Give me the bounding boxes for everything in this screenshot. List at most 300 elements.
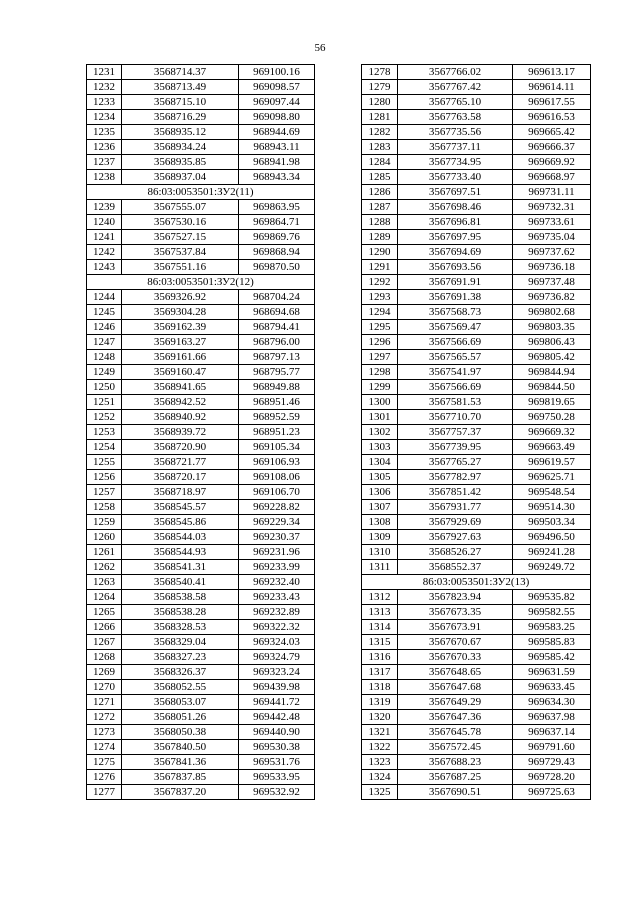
x-coordinate-cell: 3568715.10 [122,95,239,110]
point-number-cell: 1322 [362,740,398,755]
point-number-cell: 1291 [362,260,398,275]
point-number-cell: 1280 [362,95,398,110]
table-row [87,485,315,500]
y-coordinate-cell: 969503.34 [513,515,591,530]
table-row [362,320,591,335]
point-number-cell: 1259 [87,515,122,530]
y-coordinate-cell: 969233.99 [239,560,315,575]
x-coordinate-cell: 3568939.72 [122,425,239,440]
x-coordinate-cell: 3568720.90 [122,440,239,455]
x-coordinate-cell: 3568720.17 [122,470,239,485]
y-coordinate-cell: 969737.48 [513,275,591,290]
point-number-cell: 1256 [87,470,122,485]
table-row [362,605,591,620]
x-coordinate-cell: 3567581.53 [398,395,513,410]
table-row [362,260,591,275]
x-coordinate-cell: 3567763.58 [398,110,513,125]
table-row [87,530,315,545]
section-title: 86:03:0053501:ЗУ2(12) [87,275,315,290]
table-row [362,590,591,605]
table-row [362,560,591,575]
table-row [87,155,315,170]
point-number-cell: 1239 [87,200,122,215]
x-coordinate-cell: 3567782.97 [398,470,513,485]
x-coordinate-cell: 3567647.68 [398,680,513,695]
table-row [87,350,315,365]
y-coordinate-cell: 969806.43 [513,335,591,350]
y-coordinate-cell: 969535.82 [513,590,591,605]
x-coordinate-cell: 3567645.78 [398,725,513,740]
table-row [362,245,591,260]
point-number-cell: 1263 [87,575,122,590]
table-row [87,95,315,110]
point-number-cell: 1262 [87,560,122,575]
x-coordinate-cell: 3568544.93 [122,545,239,560]
y-coordinate-cell: 968944.69 [239,125,315,140]
y-coordinate-cell: 969106.70 [239,485,315,500]
x-coordinate-cell: 3567837.20 [122,785,239,800]
table-row [87,170,315,185]
y-coordinate-cell: 969232.89 [239,605,315,620]
x-coordinate-cell: 3568052.55 [122,680,239,695]
x-coordinate-cell: 3568713.49 [122,80,239,95]
point-number-cell: 1241 [87,230,122,245]
y-coordinate-cell: 969097.44 [239,95,315,110]
table-row [362,620,591,635]
x-coordinate-cell: 3569326.92 [122,290,239,305]
table-row [87,380,315,395]
point-number-cell: 1277 [87,785,122,800]
point-number-cell: 1244 [87,290,122,305]
table-row [87,290,315,305]
table-row [87,200,315,215]
point-number-cell: 1321 [362,725,398,740]
y-coordinate-cell: 969736.82 [513,290,591,305]
point-number-cell: 1242 [87,245,122,260]
x-coordinate-cell: 3567648.65 [398,665,513,680]
y-coordinate-cell: 969613.17 [513,65,591,80]
x-coordinate-cell: 3567691.91 [398,275,513,290]
y-coordinate-cell: 969791.60 [513,740,591,755]
y-coordinate-cell: 969100.16 [239,65,315,80]
table-row [87,260,315,275]
table-row [362,785,591,800]
point-number-cell: 1253 [87,425,122,440]
y-coordinate-cell: 969634.30 [513,695,591,710]
point-number-cell: 1245 [87,305,122,320]
table-row [362,725,591,740]
y-coordinate-cell: 969533.95 [239,770,315,785]
point-number-cell: 1292 [362,275,398,290]
x-coordinate-cell: 3567927.63 [398,530,513,545]
table-row [362,740,591,755]
y-coordinate-cell: 969732.31 [513,200,591,215]
point-number-cell: 1288 [362,215,398,230]
point-number-cell: 1234 [87,110,122,125]
y-coordinate-cell: 969232.40 [239,575,315,590]
y-coordinate-cell: 969637.98 [513,710,591,725]
table-row [87,725,315,740]
y-coordinate-cell: 969616.53 [513,110,591,125]
point-number-cell: 1258 [87,500,122,515]
x-coordinate-cell: 3568935.12 [122,125,239,140]
table-row [362,350,591,365]
table-row [362,470,591,485]
table-row [362,185,591,200]
x-coordinate-cell: 3567696.81 [398,215,513,230]
point-number-cell: 1305 [362,470,398,485]
y-coordinate-cell: 969733.61 [513,215,591,230]
y-coordinate-cell: 969666.37 [513,140,591,155]
table-row [362,680,591,695]
point-number-cell: 1294 [362,305,398,320]
y-coordinate-cell: 969442.48 [239,710,315,725]
point-number-cell: 1238 [87,170,122,185]
point-number-cell: 1246 [87,320,122,335]
point-number-cell: 1293 [362,290,398,305]
x-coordinate-cell: 3567527.15 [122,230,239,245]
y-coordinate-cell: 969322.32 [239,620,315,635]
table-row [87,215,315,230]
x-coordinate-cell: 3567566.69 [398,380,513,395]
point-number-cell: 1261 [87,545,122,560]
x-coordinate-cell: 3568053.07 [122,695,239,710]
table-row [87,80,315,95]
table-row [87,125,315,140]
x-coordinate-cell: 3567566.69 [398,335,513,350]
x-coordinate-cell: 3567710.70 [398,410,513,425]
x-coordinate-cell: 3568942.52 [122,395,239,410]
table-row [87,455,315,470]
point-number-cell: 1255 [87,455,122,470]
y-coordinate-cell: 969631.59 [513,665,591,680]
point-number-cell: 1282 [362,125,398,140]
x-coordinate-cell: 3567739.95 [398,440,513,455]
point-number-cell: 1308 [362,515,398,530]
y-coordinate-cell: 969229.34 [239,515,315,530]
y-coordinate-cell: 969098.57 [239,80,315,95]
point-number-cell: 1306 [362,485,398,500]
x-coordinate-cell: 3567851.42 [398,485,513,500]
x-coordinate-cell: 3568716.29 [122,110,239,125]
point-number-cell: 1317 [362,665,398,680]
y-coordinate-cell: 969233.43 [239,590,315,605]
y-coordinate-cell: 969531.76 [239,755,315,770]
x-coordinate-cell: 3567840.50 [122,740,239,755]
table-row [87,320,315,335]
table-row [87,710,315,725]
table-row [362,170,591,185]
y-coordinate-cell: 969585.42 [513,650,591,665]
table-row [87,605,315,620]
x-coordinate-cell: 3567537.84 [122,245,239,260]
page-number: 56 [314,42,326,54]
y-coordinate-cell: 969249.72 [513,560,591,575]
coordinates-table-right [361,64,591,800]
y-coordinate-cell: 969669.92 [513,155,591,170]
y-coordinate-cell: 969231.96 [239,545,315,560]
x-coordinate-cell: 3567555.07 [122,200,239,215]
table-row [87,770,315,785]
y-coordinate-cell: 969324.03 [239,635,315,650]
table-row [362,650,591,665]
y-coordinate-cell: 968951.46 [239,395,315,410]
y-coordinate-cell: 969241.28 [513,545,591,560]
y-coordinate-cell: 969496.50 [513,530,591,545]
table-row [362,305,591,320]
point-number-cell: 1248 [87,350,122,365]
y-coordinate-cell: 968951.23 [239,425,315,440]
table-row [362,515,591,530]
x-coordinate-cell: 3567568.73 [398,305,513,320]
x-coordinate-cell: 3568718.97 [122,485,239,500]
table-row [87,245,315,260]
x-coordinate-cell: 3567757.37 [398,425,513,440]
table-row [362,755,591,770]
y-coordinate-cell: 969725.63 [513,785,591,800]
point-number-cell: 1316 [362,650,398,665]
y-coordinate-cell: 968795.77 [239,365,315,380]
y-coordinate-cell: 969844.94 [513,365,591,380]
table-row [362,530,591,545]
point-number-cell: 1250 [87,380,122,395]
point-number-cell: 1319 [362,695,398,710]
point-number-cell: 1267 [87,635,122,650]
y-coordinate-cell: 969532.92 [239,785,315,800]
x-coordinate-cell: 3568327.23 [122,650,239,665]
point-number-cell: 1265 [87,605,122,620]
table-row [362,425,591,440]
table-row [362,125,591,140]
table-row [87,500,315,515]
table-row [362,485,591,500]
y-coordinate-cell: 968794.41 [239,320,315,335]
x-coordinate-cell: 3567694.69 [398,245,513,260]
y-coordinate-cell: 968797.13 [239,350,315,365]
y-coordinate-cell: 969868.94 [239,245,315,260]
x-coordinate-cell: 3568328.53 [122,620,239,635]
y-coordinate-cell: 969864.71 [239,215,315,230]
y-coordinate-cell: 969803.35 [513,320,591,335]
y-coordinate-cell: 969614.11 [513,80,591,95]
x-coordinate-cell: 3567690.51 [398,785,513,800]
point-number-cell: 1296 [362,335,398,350]
x-coordinate-cell: 3569304.28 [122,305,239,320]
point-number-cell: 1273 [87,725,122,740]
y-coordinate-cell: 969736.18 [513,260,591,275]
point-number-cell: 1231 [87,65,122,80]
x-coordinate-cell: 3567530.16 [122,215,239,230]
x-coordinate-cell: 3568714.37 [122,65,239,80]
y-coordinate-cell: 969870.50 [239,260,315,275]
point-number-cell: 1323 [362,755,398,770]
table-body-left [87,65,315,800]
table-row [87,740,315,755]
x-coordinate-cell: 3568526.27 [398,545,513,560]
x-coordinate-cell: 3567670.33 [398,650,513,665]
table-row [362,215,591,230]
table-row [362,140,591,155]
point-number-cell: 1276 [87,770,122,785]
x-coordinate-cell: 3567688.23 [398,755,513,770]
table-row [87,635,315,650]
section-header-row [87,275,315,290]
point-number-cell: 1240 [87,215,122,230]
point-number-cell: 1269 [87,665,122,680]
point-number-cell: 1233 [87,95,122,110]
y-coordinate-cell: 969844.50 [513,380,591,395]
x-coordinate-cell: 3569161.66 [122,350,239,365]
table-row [87,665,315,680]
point-number-cell: 1260 [87,530,122,545]
point-number-cell: 1247 [87,335,122,350]
x-coordinate-cell: 3567687.25 [398,770,513,785]
x-coordinate-cell: 3567647.36 [398,710,513,725]
point-number-cell: 1252 [87,410,122,425]
y-coordinate-cell: 969633.45 [513,680,591,695]
x-coordinate-cell: 3567673.35 [398,605,513,620]
y-coordinate-cell: 969737.62 [513,245,591,260]
x-coordinate-cell: 3568051.26 [122,710,239,725]
table-row [362,95,591,110]
point-number-cell: 1268 [87,650,122,665]
table-row [362,410,591,425]
table-row [362,275,591,290]
y-coordinate-cell: 969625.71 [513,470,591,485]
point-number-cell: 1232 [87,80,122,95]
table-row [362,65,591,80]
table-row [87,110,315,125]
y-coordinate-cell: 969668.97 [513,170,591,185]
x-coordinate-cell: 3568329.04 [122,635,239,650]
point-number-cell: 1302 [362,425,398,440]
y-coordinate-cell: 969863.95 [239,200,315,215]
table-row [362,545,591,560]
table-row [87,335,315,350]
x-coordinate-cell: 3567735.56 [398,125,513,140]
table-row [87,365,315,380]
table-row [362,80,591,95]
table-body-right [362,65,591,800]
x-coordinate-cell: 3567931.77 [398,500,513,515]
point-number-cell: 1279 [362,80,398,95]
table-row [87,230,315,245]
section-header-row [362,575,591,590]
x-coordinate-cell: 3568940.92 [122,410,239,425]
section-title: 86:03:0053501:ЗУ2(13) [362,575,591,590]
table-row [362,455,591,470]
x-coordinate-cell: 3567734.95 [398,155,513,170]
point-number-cell: 1318 [362,680,398,695]
table-row [87,680,315,695]
point-number-cell: 1243 [87,260,122,275]
x-coordinate-cell: 3567670.67 [398,635,513,650]
point-number-cell: 1266 [87,620,122,635]
y-coordinate-cell: 969802.68 [513,305,591,320]
point-number-cell: 1324 [362,770,398,785]
y-coordinate-cell: 969663.49 [513,440,591,455]
point-number-cell: 1251 [87,395,122,410]
point-number-cell: 1309 [362,530,398,545]
x-coordinate-cell: 3567823.94 [398,590,513,605]
point-number-cell: 1295 [362,320,398,335]
section-header-row [87,185,315,200]
coordinates-table-left [86,64,315,800]
x-coordinate-cell: 3567929.69 [398,515,513,530]
point-number-cell: 1320 [362,710,398,725]
point-number-cell: 1264 [87,590,122,605]
point-number-cell: 1312 [362,590,398,605]
y-coordinate-cell: 969750.28 [513,410,591,425]
point-number-cell: 1300 [362,395,398,410]
table-row [362,500,591,515]
table-row [362,665,591,680]
x-coordinate-cell: 3567837.85 [122,770,239,785]
point-number-cell: 1311 [362,560,398,575]
table-row [362,695,591,710]
y-coordinate-cell: 969106.93 [239,455,315,470]
table-row [362,200,591,215]
y-coordinate-cell: 969230.37 [239,530,315,545]
point-number-cell: 1274 [87,740,122,755]
y-coordinate-cell: 968943.11 [239,140,315,155]
section-title: 86:03:0053501:ЗУ2(11) [87,185,315,200]
point-number-cell: 1307 [362,500,398,515]
x-coordinate-cell: 3568935.85 [122,155,239,170]
x-coordinate-cell: 3567765.10 [398,95,513,110]
table-row [87,620,315,635]
x-coordinate-cell: 3568721.77 [122,455,239,470]
x-coordinate-cell: 3568538.58 [122,590,239,605]
y-coordinate-cell: 969805.42 [513,350,591,365]
x-coordinate-cell: 3567569.47 [398,320,513,335]
y-coordinate-cell: 969735.04 [513,230,591,245]
table-row [87,590,315,605]
y-coordinate-cell: 969819.65 [513,395,591,410]
point-number-cell: 1249 [87,365,122,380]
point-number-cell: 1303 [362,440,398,455]
table-row [362,290,591,305]
y-coordinate-cell: 969108.06 [239,470,315,485]
point-number-cell: 1314 [362,620,398,635]
point-number-cell: 1315 [362,635,398,650]
point-number-cell: 1313 [362,605,398,620]
point-number-cell: 1325 [362,785,398,800]
point-number-cell: 1299 [362,380,398,395]
x-coordinate-cell: 3567733.40 [398,170,513,185]
y-coordinate-cell: 969582.55 [513,605,591,620]
y-coordinate-cell: 969669.32 [513,425,591,440]
x-coordinate-cell: 3567697.51 [398,185,513,200]
y-coordinate-cell: 969729.43 [513,755,591,770]
x-coordinate-cell: 3567767.42 [398,80,513,95]
table-row [87,515,315,530]
y-coordinate-cell: 968943.34 [239,170,315,185]
x-coordinate-cell: 3568934.24 [122,140,239,155]
point-number-cell: 1236 [87,140,122,155]
x-coordinate-cell: 3567541.97 [398,365,513,380]
y-coordinate-cell: 969323.24 [239,665,315,680]
y-coordinate-cell: 968796.00 [239,335,315,350]
table-row [362,110,591,125]
y-coordinate-cell: 969105.34 [239,440,315,455]
table-row [87,395,315,410]
table-row [362,635,591,650]
point-number-cell: 1286 [362,185,398,200]
x-coordinate-cell: 3567697.95 [398,230,513,245]
table-row [87,650,315,665]
point-number-cell: 1304 [362,455,398,470]
